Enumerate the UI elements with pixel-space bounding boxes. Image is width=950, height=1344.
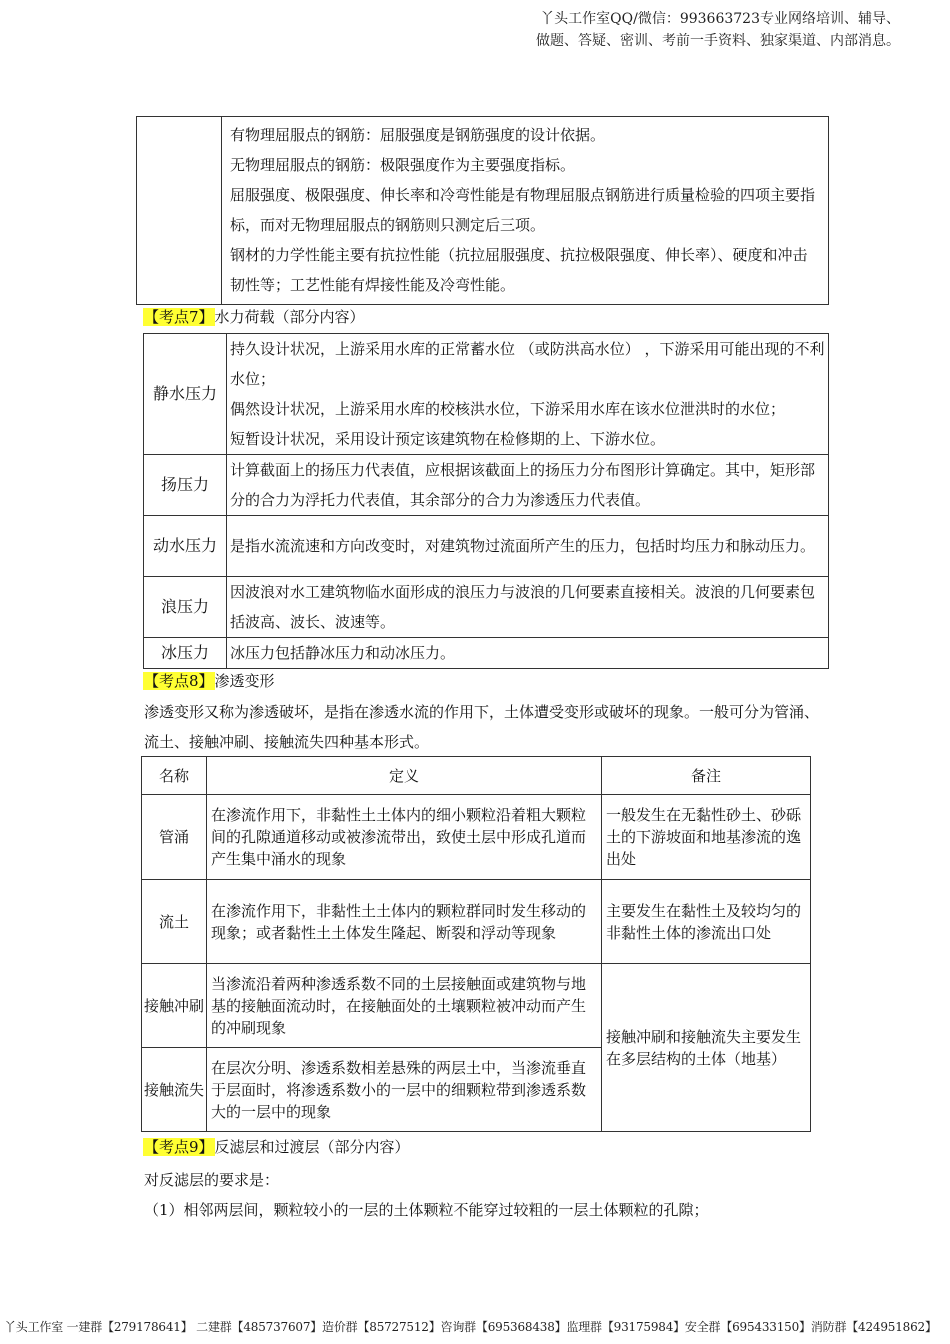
steel-table-empty-cell <box>137 117 222 305</box>
point9-line-1: 对反滤层的要求是： <box>144 1171 280 1189</box>
row-content <box>227 577 829 638</box>
row-definition: 在层次分明、渗透系数相差悬殊的两层土中，当渗流垂直于层面时，将渗透系数小的一层中的细颗粒带到渗透系数大的一层中的现象 <box>207 1048 602 1132</box>
row-note: 一般发生在无黏性砂土、砂砾土的下游坡面和地基渗流的逸出处 <box>602 795 811 880</box>
header-line-1: 丫头工作室QQ/微信：993663723专业网络培训、辅导、 <box>540 11 900 27</box>
row-label: 冰压力 <box>144 638 227 669</box>
point7-heading <box>143 306 365 328</box>
row-note: 主要发生在黏性土及较均匀的非黏性土体的渗流出口处 <box>602 880 811 964</box>
row-content <box>227 455 829 516</box>
page-footer: 丫头工作室 一建群【279178641】 二建群【485737607】造价群【85727512】咨询群【695368438】监理群【93175984】安全群【695433150】消防群【424951862】 <box>4 1320 937 1334</box>
seepage-deformation-table <box>141 756 811 1132</box>
point9-line-2: （1）相邻两层间，颗粒较小的一层的土体颗粒不能穿过较粗的一层土体颗粒的孔隙； <box>144 1201 709 1219</box>
row-content <box>227 334 829 455</box>
row-label: 静水压力 <box>144 334 227 455</box>
row-content <box>227 516 829 577</box>
row-line: 偶然设计状况，上游采用水库的校核洪水位，下游采用水库在该水位泄洪时的水位； <box>230 400 786 418</box>
row-name: 接触流失 <box>142 1048 207 1132</box>
table-header-row <box>142 757 811 795</box>
steel-line: 钢材的力学性能主要有抗拉性能（抗拉屈服强度、抗拉极限强度、伸长率）、硬度和冲击韧性等；工艺性能有焊接性能及冷弯性能。 <box>230 246 808 294</box>
point8-title: 渗透变形 <box>214 672 275 690</box>
table-row <box>144 334 829 455</box>
row-line: 因波浪对水工建筑物临水面形成的浪压力与波浪的几何要素直接相关。波浪的几何要素包括波高、波长、波速等。 <box>230 583 816 631</box>
point7-title: 水力荷载（部分内容） <box>214 308 365 326</box>
row-line: 计算截面上的扬压力代表值，应根据该截面上的扬压力分布图形计算确定。其中，矩形部分的合力为浮托力代表值，其余部分的合力为渗透压力代表值。 <box>230 461 816 509</box>
row-line: 是指水流流速和方向改变时，对建筑物过流面所产生的压力，包括时均压力和脉动压力。 <box>230 537 816 555</box>
table-row <box>144 455 829 516</box>
column-header-note: 备注 <box>602 757 811 795</box>
header-line-2: 做题、答疑、密训、考前一手资料、独家渠道、内部消息。 <box>536 33 900 49</box>
row-label: 浪压力 <box>144 577 227 638</box>
row-note-merged: 接触冲刷和接触流失主要发生在多层结构的土体（地基） <box>602 964 811 1132</box>
row-definition: 在渗流作用下，非黏性土土体内的细小颗粒沿着粗大颗粒间的孔隙通道移动或被渗流带出，致使土层中形成孔道而产生集中涌水的现象 <box>207 795 602 880</box>
point8-tag: 【考点8】 <box>144 672 214 690</box>
row-line: 持久设计状况，上游采用水库的正常蓄水位 （或防洪高水位） ，下游采用可能出现的不利水位； <box>230 340 825 388</box>
point9-title: 反滤层和过渡层（部分内容） <box>214 1138 410 1156</box>
column-header-definition: 定义 <box>207 757 602 795</box>
point9-tag: 【考点9】 <box>144 1138 214 1156</box>
table-row <box>142 880 811 964</box>
row-line: 冰压力包括静冰压力和动冰压力。 <box>230 644 456 662</box>
row-name: 接触冲刷 <box>142 964 207 1048</box>
row-definition: 在渗流作用下，非黏性土土体内的颗粒群同时发生移动的现象；或者黏性土土体发生隆起、断裂和浮动等现象 <box>207 880 602 964</box>
row-name: 流土 <box>142 880 207 964</box>
point7-tag: 【考点7】 <box>144 308 214 326</box>
point8-intro: 渗透变形又称为渗透破坏，是指在渗透水流的作用下，土体遭受变形或破坏的现象。一般可分为管涌、流土、接触冲刷、接触流失四种基本形式。 <box>144 703 820 751</box>
steel-table-content <box>222 117 829 305</box>
row-name: 管涌 <box>142 795 207 880</box>
table-row <box>144 638 829 669</box>
row-content <box>227 638 829 669</box>
row-label: 动水压力 <box>144 516 227 577</box>
point9-heading <box>143 1136 410 1158</box>
steel-line: 屈服强度、极限强度、伸长率和冷弯性能是有物理屈服点钢筋进行质量检验的四项主要指标，而对无物理屈服点的钢筋则只测定后三项。 <box>230 186 816 234</box>
point8-heading <box>143 670 275 692</box>
row-label: 扬压力 <box>144 455 227 516</box>
page-header <box>480 8 900 52</box>
table-row <box>142 795 811 880</box>
column-header-name: 名称 <box>142 757 207 795</box>
row-definition: 当渗流沿着两种渗透系数不同的土层接触面或建筑物与地基的接触面流动时，在接触面处的土壤颗粒被冲动而产生的冲刷现象 <box>207 964 602 1048</box>
steel-table <box>136 116 829 305</box>
table-row <box>144 516 829 577</box>
steel-line: 无物理屈服点的钢筋：极限强度作为主要强度指标。 <box>230 156 576 174</box>
row-line: 短暂设计状况，采用设计预定该建筑物在检修期的上、下游水位。 <box>230 430 666 448</box>
hydraulic-load-table <box>143 333 829 669</box>
steel-line: 有物理屈服点的钢筋：屈服强度是钢筋强度的设计依据。 <box>230 126 606 144</box>
table-row <box>142 964 811 1048</box>
table-row <box>144 577 829 638</box>
